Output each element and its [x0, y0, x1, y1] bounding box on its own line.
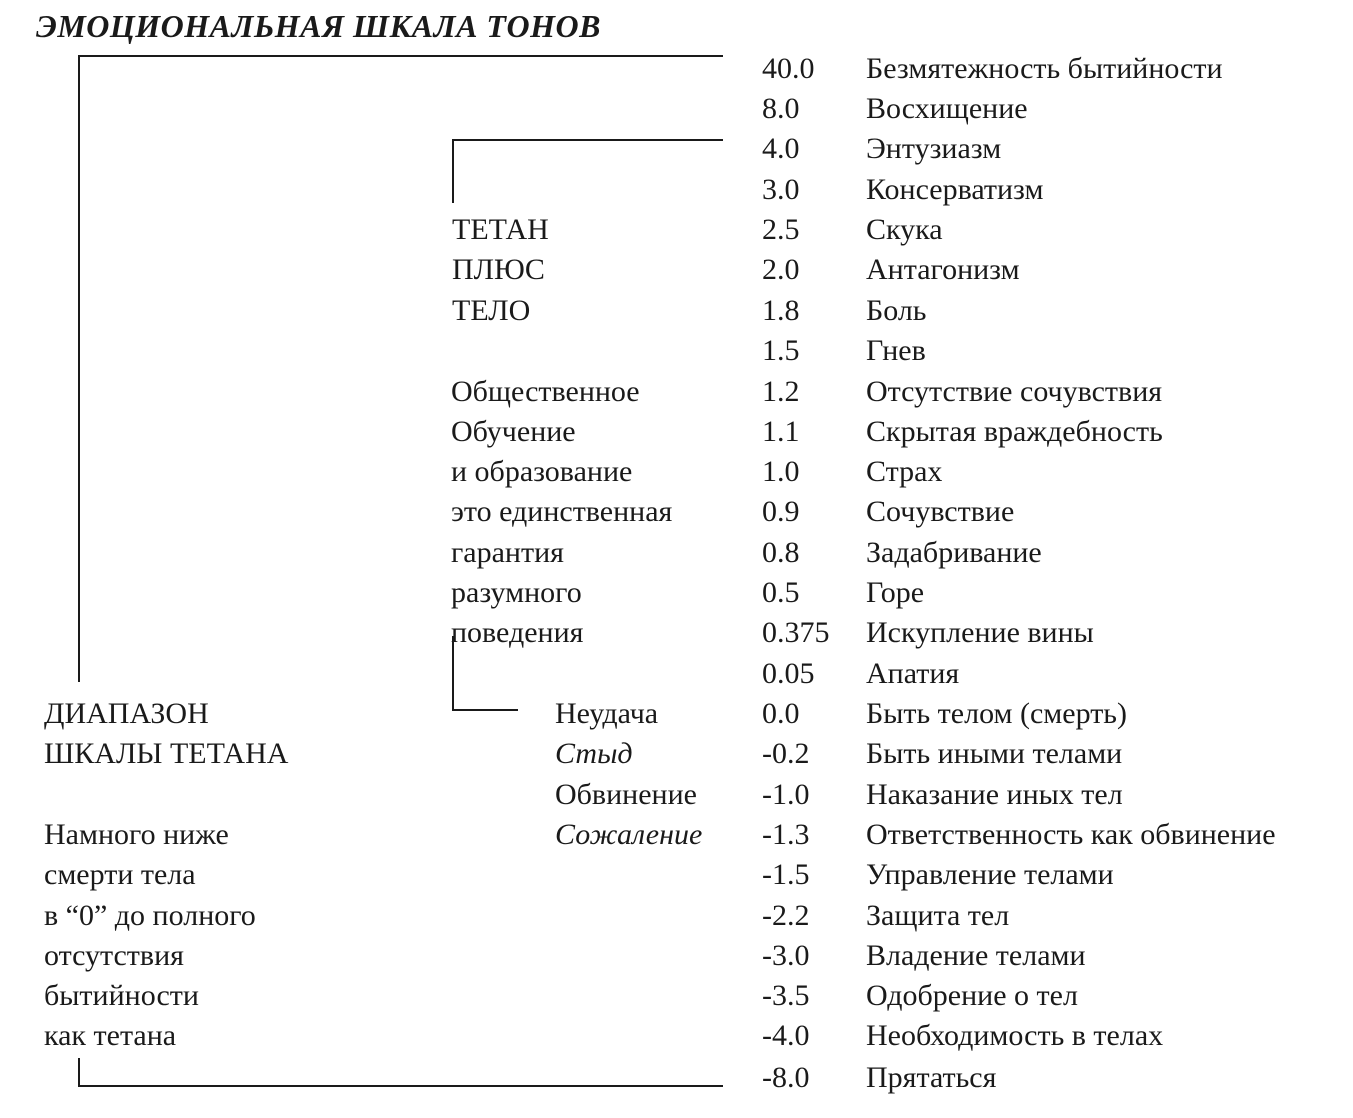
scale-value: 1.2 [762, 375, 800, 408]
range-note-line: в “0” до полного [44, 899, 256, 932]
scale-value: -1.5 [762, 858, 810, 891]
scale-value: 1.5 [762, 334, 800, 367]
education-note-line: Общественное [451, 375, 640, 408]
scale-value: -1.3 [762, 818, 810, 851]
scale-label: Страх [866, 455, 943, 488]
scale-label: Восхищение [866, 92, 1028, 125]
sub-label: Стыд [555, 737, 633, 770]
thetan-body-line: ТЕЛО [452, 294, 531, 327]
scale-value: 8.0 [762, 92, 800, 125]
scale-label: Наказание иных тел [866, 778, 1123, 811]
scale-value: 2.5 [762, 213, 800, 246]
range-note-line: как тетана [44, 1019, 177, 1052]
scale-value: -0.2 [762, 737, 810, 770]
scale-label: Быть телом (смерть) [866, 697, 1127, 730]
scale-label: Энтузиазм [866, 132, 1002, 165]
scale-label: Задабривание [866, 536, 1042, 569]
range-note-line: Намного ниже [44, 818, 229, 851]
scale-label: Апатия [866, 657, 960, 690]
scale-label: Консерватизм [866, 173, 1044, 206]
thetan-body-line: ПЛЮС [452, 253, 545, 286]
range-label-line: ДИАПАЗОН [44, 697, 209, 730]
scale-label: Ответственность как обвинение [866, 818, 1276, 851]
range-label-line: ШКАЛЫ ТЕТАНА [44, 737, 289, 770]
scale-label: Отсутствие сочувствия [866, 375, 1163, 408]
scale-label: Антагонизм [866, 253, 1020, 286]
scale-label: Искупление вины [866, 616, 1094, 649]
scale-value: -8.0 [762, 1061, 810, 1094]
scale-label: Быть иными телами [866, 737, 1123, 770]
range-note-line: отсутствия [44, 939, 184, 972]
scale-label: Прятаться [866, 1061, 997, 1094]
scale-label: Скрытая враждебность [866, 415, 1163, 448]
scale-value: 1.1 [762, 415, 800, 448]
scale-value: -1.0 [762, 778, 810, 811]
education-note-line: и образование [451, 455, 633, 488]
scale-value: 40.0 [762, 52, 815, 85]
education-note-line: гарантия [451, 536, 564, 569]
scale-label: Управление телами [866, 858, 1114, 891]
education-note-line: Обучение [451, 415, 576, 448]
scale-label: Гнев [866, 334, 926, 367]
scale-label: Горе [866, 576, 925, 609]
scale-value: 1.8 [762, 294, 800, 327]
scale-label: Владение телами [866, 939, 1086, 972]
scale-value: 1.0 [762, 455, 800, 488]
education-note-line: разумного [451, 576, 582, 609]
sub-label: Обвинение [555, 778, 697, 811]
range-note-line: бытийности [44, 979, 199, 1012]
scale-label: Необходимость в телах [866, 1019, 1164, 1052]
range-note-line: смерти тела [44, 858, 196, 891]
scale-label: Защита тел [866, 899, 1010, 932]
scale-value: -2.2 [762, 899, 810, 932]
scale-value: 0.8 [762, 536, 800, 569]
scale-value: 0.05 [762, 657, 815, 690]
scale-value: -3.0 [762, 939, 810, 972]
sub-label: Сожаление [555, 818, 703, 851]
scale-value: 0.0 [762, 697, 800, 730]
scale-label: Безмятежность бытийности [866, 52, 1223, 85]
scale-value: 4.0 [762, 132, 800, 165]
page-title: ЭМОЦИОНАЛЬНАЯ ШКАЛА ТОНОВ [36, 8, 601, 44]
scale-label: Скука [866, 213, 943, 246]
scale-value: 0.375 [762, 616, 830, 649]
scale-value: 0.9 [762, 495, 800, 528]
scale-value: -4.0 [762, 1019, 810, 1052]
education-note-line: это единственная [451, 495, 673, 528]
education-note-line: поведения [451, 616, 584, 649]
thetan-body-line: ТЕТАН [452, 213, 549, 246]
scale-value: 0.5 [762, 576, 800, 609]
scale-value: -3.5 [762, 979, 810, 1012]
scale-label: Боль [866, 294, 927, 327]
scale-label: Сочувствие [866, 495, 1015, 528]
scale-label: Одобрение о тел [866, 979, 1078, 1012]
scale-value: 2.0 [762, 253, 800, 286]
scale-value: 3.0 [762, 173, 800, 206]
sub-label: Неудача [555, 697, 659, 730]
